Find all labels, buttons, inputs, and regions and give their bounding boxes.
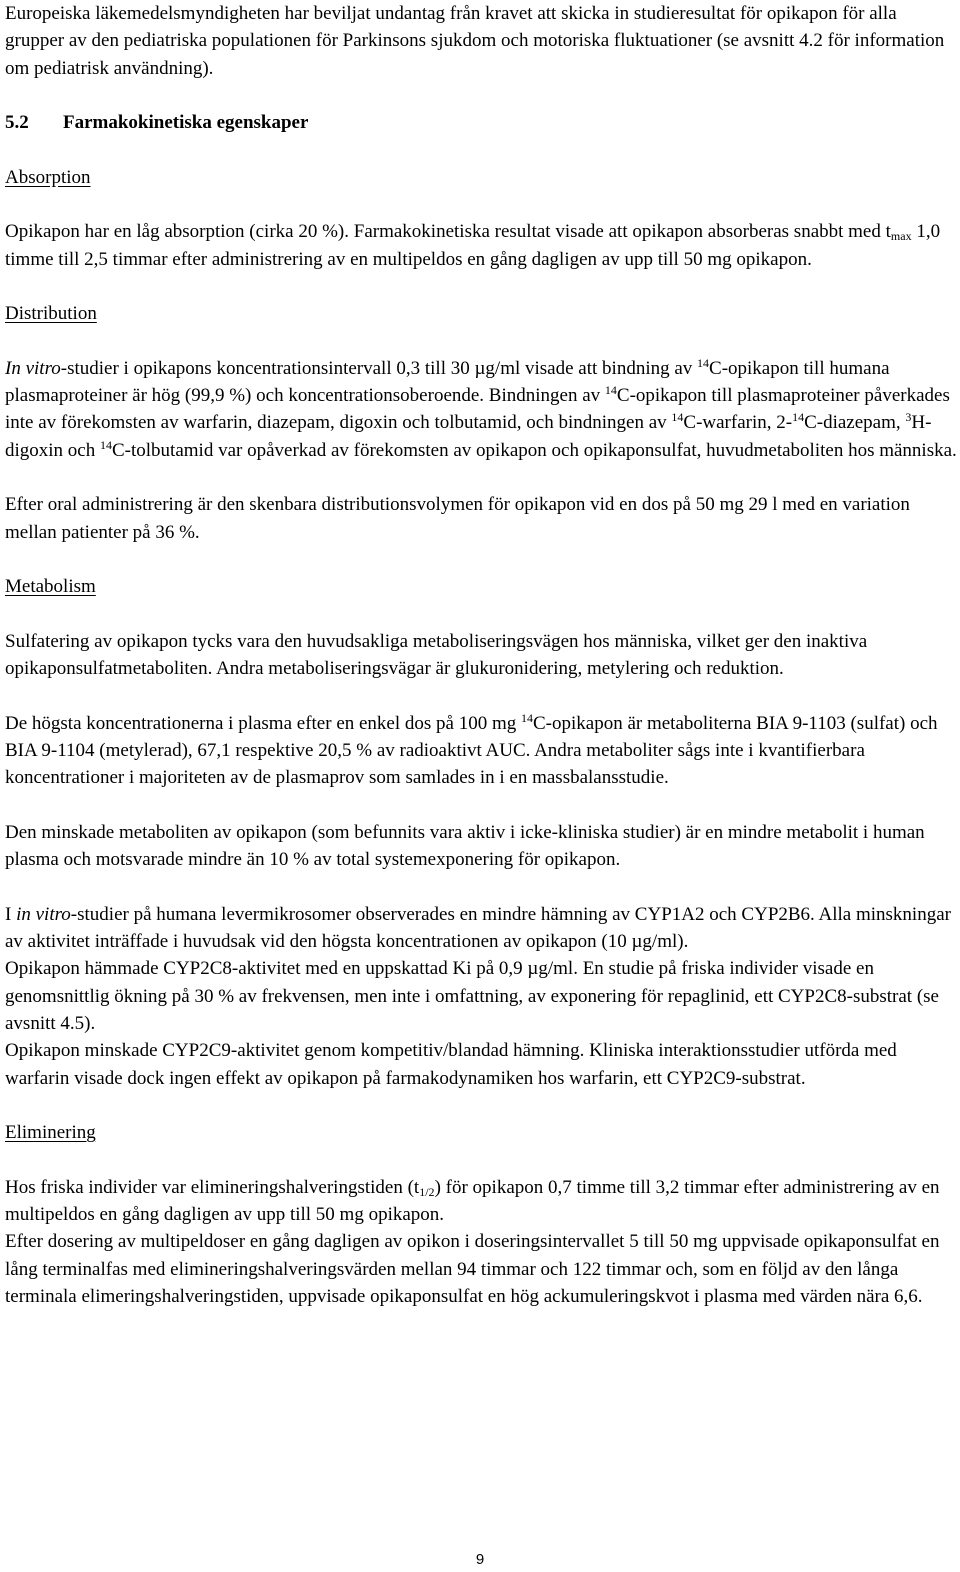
- elimination-paragraph-halflife: Hos friska individer var elimineringshalveringstiden $(t_{1/2})$ för opikapon 0,7 timme till 3,2 timmar efter administrering av en multipeldos en gång dagligen av upp till 50 mg opikapon.: [5, 1176, 940, 1226]
- absorption-heading: Absorption: [5, 166, 91, 188]
- distribution-paragraph-volume: Efter oral administrering är den skenbara distributionsvolymen för opikapon vid en dos på 50 mg 29 l med en variation mellan patienter på 36 %.: [5, 494, 910, 543]
- metabolism-paragraph-reduced: Den minskade metaboliten av opikapon (som befunnits vara aktiv i icke-kliniska studier) är en mindre metabolit i human plasma och motsvarade mindre än 10 % av total systemexponering för opikapon.: [5, 821, 925, 871]
- metabolism-heading: Metabolism: [5, 576, 96, 598]
- section-heading: [5, 109, 958, 136]
- metabolism-paragraph-sulfation: Sulfatering av opikapon tycks vara den huvudsakliga metaboliseringsvägen hos människa, vilket ger den inaktiva opikaponsulfatmetaboliten. Andra metaboliseringsvägar är glukuronidering, metylering och reduktion.: [5, 630, 868, 680]
- half-subscript: 1/2: [419, 1184, 435, 1199]
- tmax-subscript: max: [890, 229, 912, 244]
- distribution-heading: Distribution: [5, 303, 97, 325]
- metabolism-paragraph-cyp2c8: Opikapon hämmade CYP2C8-aktivitet med en uppskattad Ki på 0,9 µg/ml. En studie på friska individer visade en genomsnittlig ökning på 30 % av frekvensen, men inte i omfattning, av exponering för repaglinid, ett CYP2C8-substrat (se avsnitt 4.5).: [5, 958, 939, 1034]
- section-number: 5.2: [5, 112, 29, 134]
- distribution-paragraph-binding: In vitro-studier i opikapons koncentrationsintervall 0,3 till 30 µg/ml visade att bindning av $^{14}$C-opikapon till humana plasmaproteiner är hög (99,9 %) och koncentrationsoberoende. Bindningen av $^{14}$C-opikapon till plasmaproteiner påverkades inte av förekomsten av warfarin, diazepam, digoxin och tolbutamid, och bindningen av $^{14}$C-warfarin, 2-$^{14}$C-diazepam, $^3$H-digoxin och $^{14}$C-tolbutamid var opåverkad av förekomsten av opikapon och opikaponsulfat, huvudmetaboliten hos människa.: [5, 355, 957, 461]
- elimination-heading: Eliminering: [5, 1122, 96, 1144]
- metabolism-paragraph-cyp2c9: Opikapon minskade CYP2C9-aktivitet genom kompetitiv/blandad hämning. Kliniska interaktionsstudier utförda med warfarin visade dock ingen effekt av opikapon på farmakodynamiken hos warfarin, ett CYP2C9-substrat.: [5, 1040, 897, 1089]
- metabolism-paragraph-metabolites: De högsta koncentrationerna i plasma efter en enkel dos på 100 mg $^{14}$C-opikapon är metaboliterna BIA 9-1103 (sulfat) och BIA 9-1104 (metylerad), 67,1 respektive 20,5 % av radioaktivt AUC. Andra metaboliter sågs inte i kvantifierbara koncentrationer i majoriteten av de plasmaprov som samlades in i en massbalansstudie.: [5, 710, 938, 789]
- absorption-paragraph: Opikapon har en låg absorption (cirka 20 %). Farmakokinetiska resultat visade att opikapon absorberas snabbt med $t_{max}$ 1,0 timme till 2,5 timmar efter administrering av en multipeldos en gång dagligen av upp till 50 mg opikapon.: [5, 221, 941, 270]
- elimination-paragraph-sulfate: Efter dosering av multipeldoser en gång dagligen av opikon i doseringsintervallet 5 till 50 mg uppvisade opikaponsulfat en lång terminalfas med elimineringshalveringsvärden mellan 94 timmar och 122 timmar och, som en följd av den långa terminala elimeringshalveringstiden, uppvisade opikaponsulfat en hög ackumuleringskvot i plasma med värden nära 6,6.: [5, 1231, 940, 1307]
- metabolism-paragraph-cyp1a2: I in vitro-studier på humana levermikrosomer observerades en mindre hämning av CYP1A2 och CYP2B6. Alla minskningar av aktivitet inträffade i huvudsak vid den högsta koncentrationen av opikapon (10 µg/ml).: [5, 903, 951, 953]
- document-page: [5, 0, 958, 1310]
- section-title: Farmakokinetiska egenskaper: [63, 112, 309, 134]
- intro-paragraph: Europeiska läkemedelsmyndigheten har beviljat undantag från kravet att skicka in studieresultat för opikapon för alla grupper av den pediatriska populationen för Parkinsons sjukdom och motoriska fluktuationer (se avsnitt 4.2 för information om pediatrisk användning).: [5, 3, 945, 79]
- page-number: 9: [475, 1551, 485, 1568]
